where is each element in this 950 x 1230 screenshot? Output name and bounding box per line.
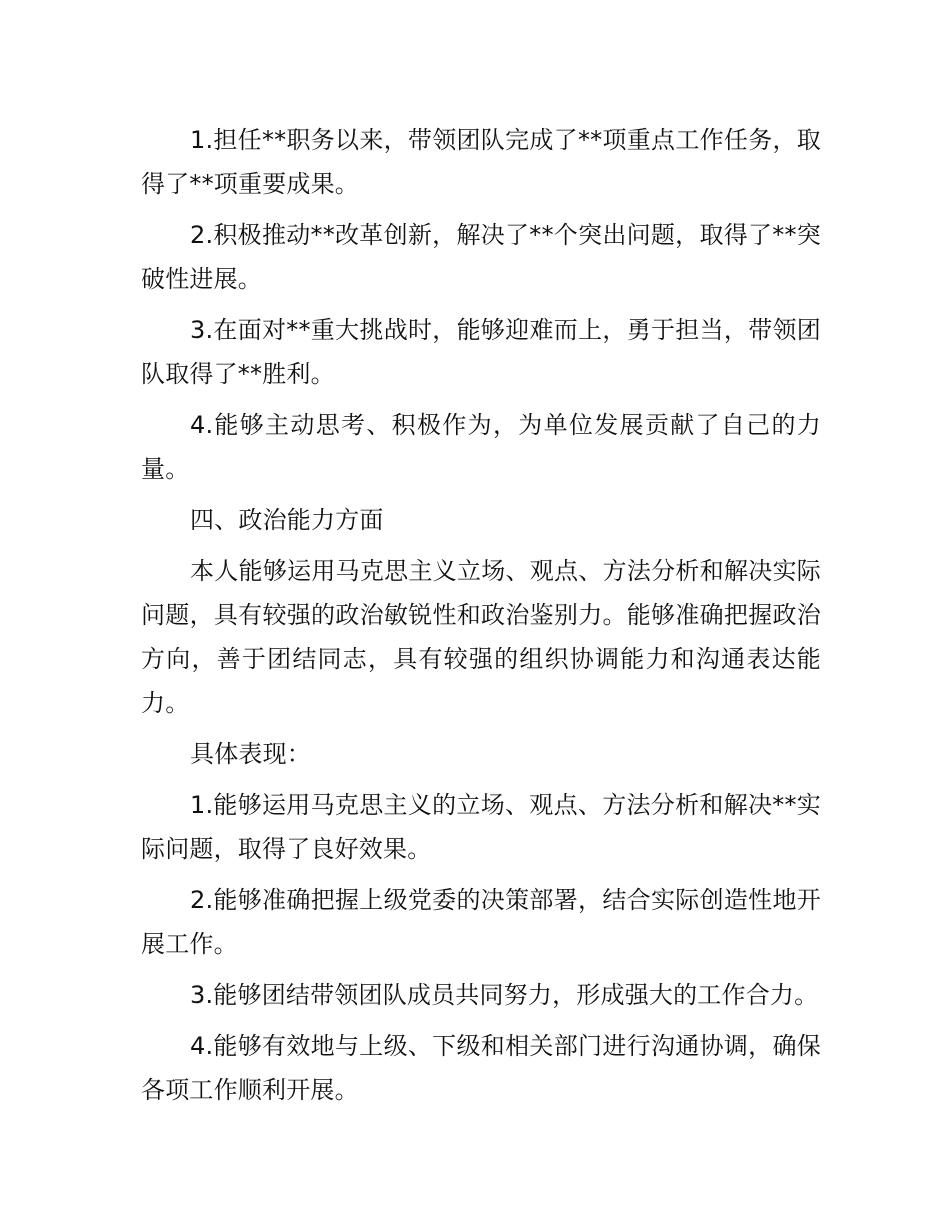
paragraph-performance-3: 3.能够团结带领团队成员共同努力，形成强大的工作合力。 (190, 981, 819, 1009)
subheading-specific-performance: 具体表现： (190, 740, 311, 768)
paragraph-achievement-1: 1.担任**职务以来，带领团队完成了**项重点工作任务，取得了**项重要成果。 (141, 126, 821, 198)
paragraph-achievement-4: 4.能够主动思考、积极作为，为单位发展贡献了自己的力量。 (141, 411, 821, 483)
paragraph-achievement-3: 3.在面对**重大挑战时，能够迎难而上，勇于担当，带领团队取得了**胜利。 (141, 316, 821, 388)
paragraph-political-ability-summary: 本人能够运用马克思主义立场、观点、方法分析和解决实际问题，具有较强的政治敏锐性和政治鉴别力。能够准确把握政治方向，善于团结同志，具有较强的组织协调能力和沟通表达能力。 (141, 557, 821, 717)
paragraph-achievement-2: 2.积极推动**改革创新，解决了**个突出问题，取得了**突破性进展。 (141, 221, 821, 293)
paragraph-performance-4: 4.能够有效地与上级、下级和相关部门进行沟通协调，确保各项工作顺利开展。 (141, 1032, 821, 1104)
document-body (141, 118, 821, 1119)
section-heading-political-ability: 四、政治能力方面 (190, 506, 384, 534)
paragraph-performance-2: 2.能够准确把握上级党委的决策部署，结合实际创造性地开展工作。 (141, 886, 821, 958)
paragraph-performance-1: 1.能够运用马克思主义的立场、观点、方法分析和解决**实际问题，取得了良好效果。 (141, 791, 821, 863)
